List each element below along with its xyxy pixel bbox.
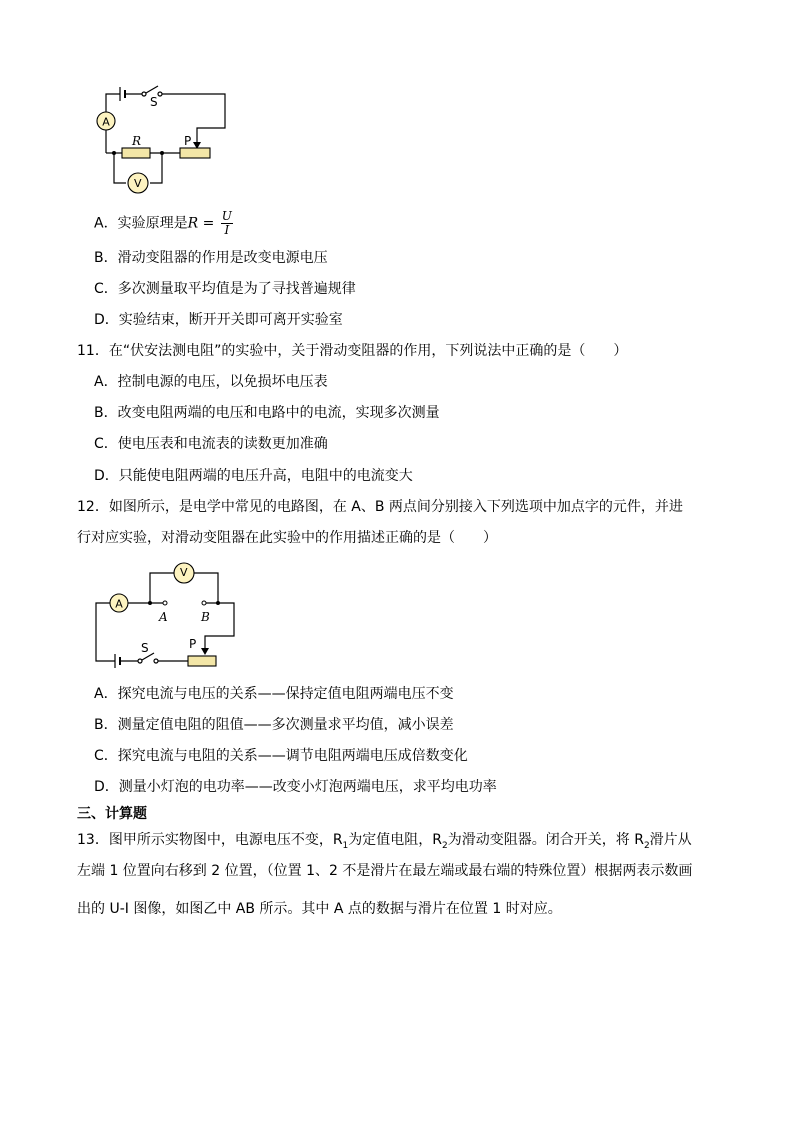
q13-line1 [77, 830, 692, 856]
q10-option-c: C．多次测量取平均值是为了寻找普遍规律 [94, 281, 356, 297]
q12-circuit-diagram [88, 560, 248, 670]
q11-option-c: C．使电压表和电流表的读数更加准确 [94, 436, 328, 452]
q12-stem-line2: 行对应实验，对滑动变阻器在此实验中的作用描述正确的是（ ） [77, 530, 497, 546]
subscript-1: 1 [342, 840, 349, 851]
section-title: 三、计算题 [77, 806, 147, 822]
q10-option-b: B．滑动变阻器的作用是改变电源电压 [94, 250, 328, 266]
q10-option-a [94, 210, 233, 237]
subscript-2: 2 [442, 840, 448, 851]
q10-resistor-label: R [132, 134, 142, 148]
q12-point-a-label: A [159, 610, 168, 624]
q12-point-b-label: B [201, 610, 210, 624]
subscript-3: 2 [643, 840, 650, 851]
q11-stem: 11．在“伏安法测电阻”的实验中，关于滑动变阻器的作用，下列说法中正确的是（ ） [77, 343, 628, 359]
q12-switch-label: S [141, 641, 149, 655]
q10-slider-label: P [184, 134, 192, 148]
q10-option-a-text: A．实验原理是 [94, 215, 188, 232]
q12-ammeter-label: A [115, 597, 123, 611]
q12-option-d: D．测量小灯泡的电功率——改变小灯泡两端电压，求平均电功率 [94, 779, 497, 795]
formula-fraction [221, 210, 233, 237]
q12-option-c: C．探究电流与电阻的关系——调节电阻两端电压成倍数变化 [94, 748, 468, 764]
rheostat-icon [188, 656, 216, 666]
q12-option-b: B．测量定值电阻的阻值——多次测量求平均值，减小误差 [94, 717, 454, 733]
formula-numerator: U [221, 209, 232, 223]
q13-line1-part-a: 13．图甲所示实物图中，电源电压不变，R [77, 832, 343, 848]
q11-option-a: A．控制电源的电压，以免损坏电压表 [94, 374, 328, 390]
q12-slider-label: P [189, 637, 197, 651]
q10-voltmeter-label: V [134, 177, 142, 190]
q12-option-a: A．探究电流与电压的关系——保持定值电阻两端电压不变 [94, 686, 454, 702]
q13-line2: 左端 1 位置向右移到 2 位置，（位置 1、2 不是滑片在最左端或最右端的特殊位置）根据两表示数画 [77, 863, 693, 879]
q13-line1-part-b: 为定值电阻，R [348, 832, 443, 848]
q13-line3: 出的 U-I 图像，如图乙中 AB 所示。其中 A 点的数据与滑片在位置 1 时对应。 [77, 901, 562, 917]
q12-stem-line1: 12．如图所示，是电学中常见的电路图，在 A、B 两点间分别接入下列选项中加点字的元件，并进 [77, 499, 683, 515]
q10-switch-label: S [150, 95, 158, 109]
q12-voltmeter-label: V [180, 566, 188, 579]
q11-option-d: D．只能使电阻两端的电压升高，电阻中的电流变大 [94, 468, 413, 484]
formula-denominator: I [224, 223, 230, 237]
q13-line1-part-d: 滑片从 [649, 832, 692, 848]
formula-eq: = [198, 215, 219, 232]
q10-option-d: D．实验结束，断开开关即可离开实验室 [94, 312, 343, 328]
formula-lhs: R [187, 215, 199, 232]
q13-line1-part-c: 为滑动变阻器。闭合开关，将 R [447, 832, 644, 848]
ammeter-label: A [102, 115, 110, 129]
q10-circuit-diagram [90, 78, 240, 198]
q11-option-b: B．改变电阻两端的电压和电路中的电流，实现多次测量 [94, 405, 440, 421]
